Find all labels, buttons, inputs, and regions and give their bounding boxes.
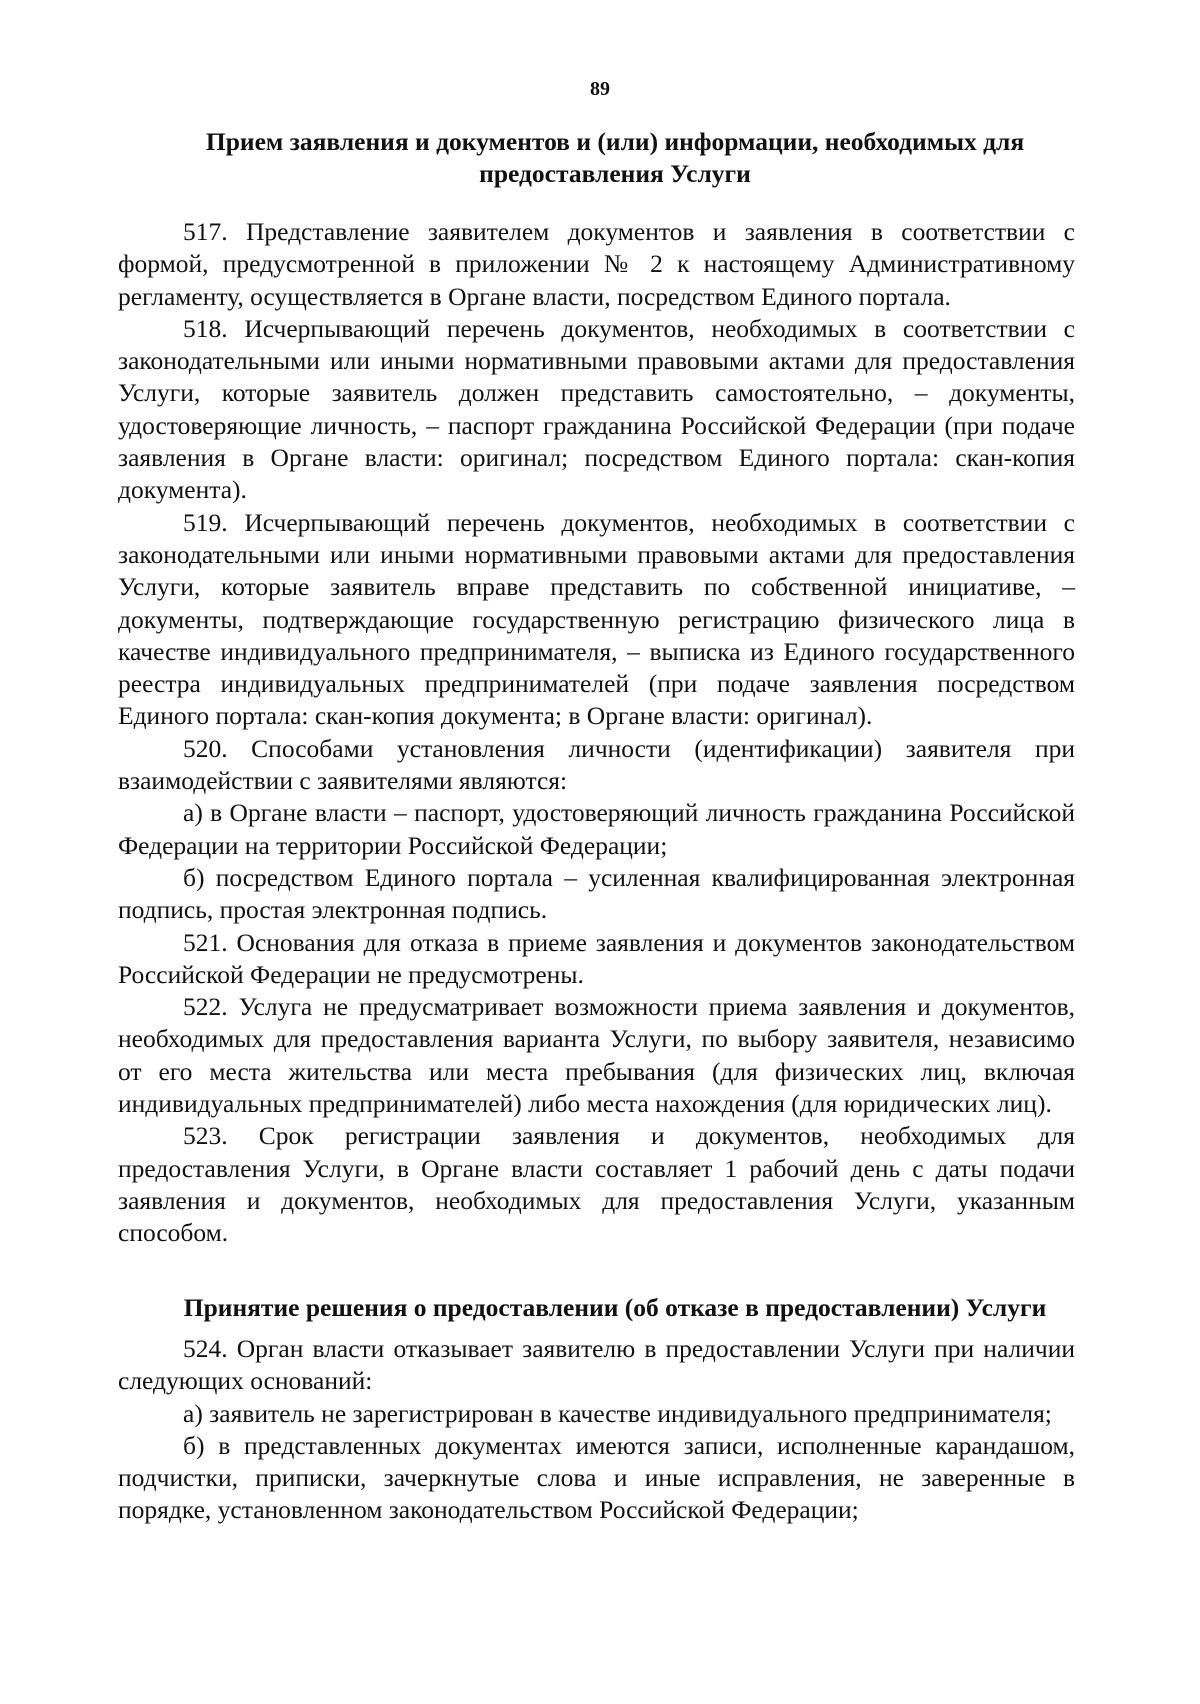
paragraph-520-b: б) посредством Единого портала – усиленная квалифицированная электронная подпись, простая электронная подпись. <box>118 862 1075 925</box>
paragraph-524: 524. Орган власти отказывает заявителю в предоставлении Услуги при наличии следующих оснований: <box>118 1334 1075 1396</box>
section-body-decision <box>118 1333 1075 1527</box>
paragraph-524-b: б) в представленных документах имеются записи, исполненные карандашом, подчистки, приписки, зачеркнутые слова и иные исправления, не заверенные в порядке, установленном законодательством Российской Федерации; <box>118 1430 1075 1525</box>
section-body-reception <box>118 216 1075 1250</box>
paragraph-521: 521. Основания для отказа в приеме заявления и документов законодательством Российской Федерации не предусмотрены. <box>118 927 1075 989</box>
page-number: 89 <box>590 78 610 100</box>
paragraph-517: 517. Представление заявителем документов и заявления в соответствии с формой, предусмотренной в приложении № 2 к настоящему Административному регламенту, осуществляется в Органе власти, посредством Единого портала. <box>118 217 1075 311</box>
paragraph-519: 519. Исчерпывающий перечень документов, необходимых в соответствии с законодательными или иными нормативными правовыми актами для предоставления Услуги, которые заявитель вправе представить по собственной инициативе, – документы, подтверждающие государственную регистрацию физического лица в качестве индивидуального предпринимателя, – выписка из Единого государственного реестра индивидуальных предпринимателей (при подаче заявления посредством Единого портала: скан-копия документа; в Органе власти: оригинал). <box>118 507 1075 731</box>
paragraph-520-a: а) в Органе власти – паспорт, удостоверяющий личность гражданина Российской Федерации на территории Российской Федерации; <box>118 798 1075 860</box>
paragraph-524-a: а) заявитель не зарегистрирован в качестве индивидуального предпринимателя; <box>183 1398 1052 1428</box>
paragraph-522: 522. Услуга не предусматривает возможности приема заявления и документов, необходимых для предоставления варианта Услуги, по выбору заявителя, независимо от его места жительства или места пребывания (для физических лиц, включая индивидуальных предпринимателей) либо места нахождения (для юридических лиц). <box>118 992 1075 1119</box>
section-heading-reception: Прием заявления и документов и (или) информации, необходимых для предоставления Услуги <box>205 127 1025 188</box>
paragraph-523: 523. Срок регистрации заявления и документов, необходимых для предоставления Услуги, в Органе власти составляет 1 рабочий день с даты подачи заявления и документов, необходимых для предоставления Услуги, указанным способом. <box>118 1121 1075 1248</box>
paragraph-518: 518. Исчерпывающий перечень документов, необходимых в соответствии с законодательными или иными нормативными правовыми актами для предоставления Услуги, которые заявитель должен представить самостоятельно, – документы, удостоверяющие личность, – паспорт гражданина Российской Федерации (при подаче заявления в Органе власти: оригинал; посредством Единого портала: скан-копия документа). <box>118 313 1075 505</box>
paragraph-520: 520. Способами установления личности (идентификации) заявителя при взаимодействии с заявителями являются: <box>118 733 1075 796</box>
section-heading-decision: Принятие решения о предоставлении (об отказе в предоставлении) Услуги <box>183 1293 1047 1322</box>
